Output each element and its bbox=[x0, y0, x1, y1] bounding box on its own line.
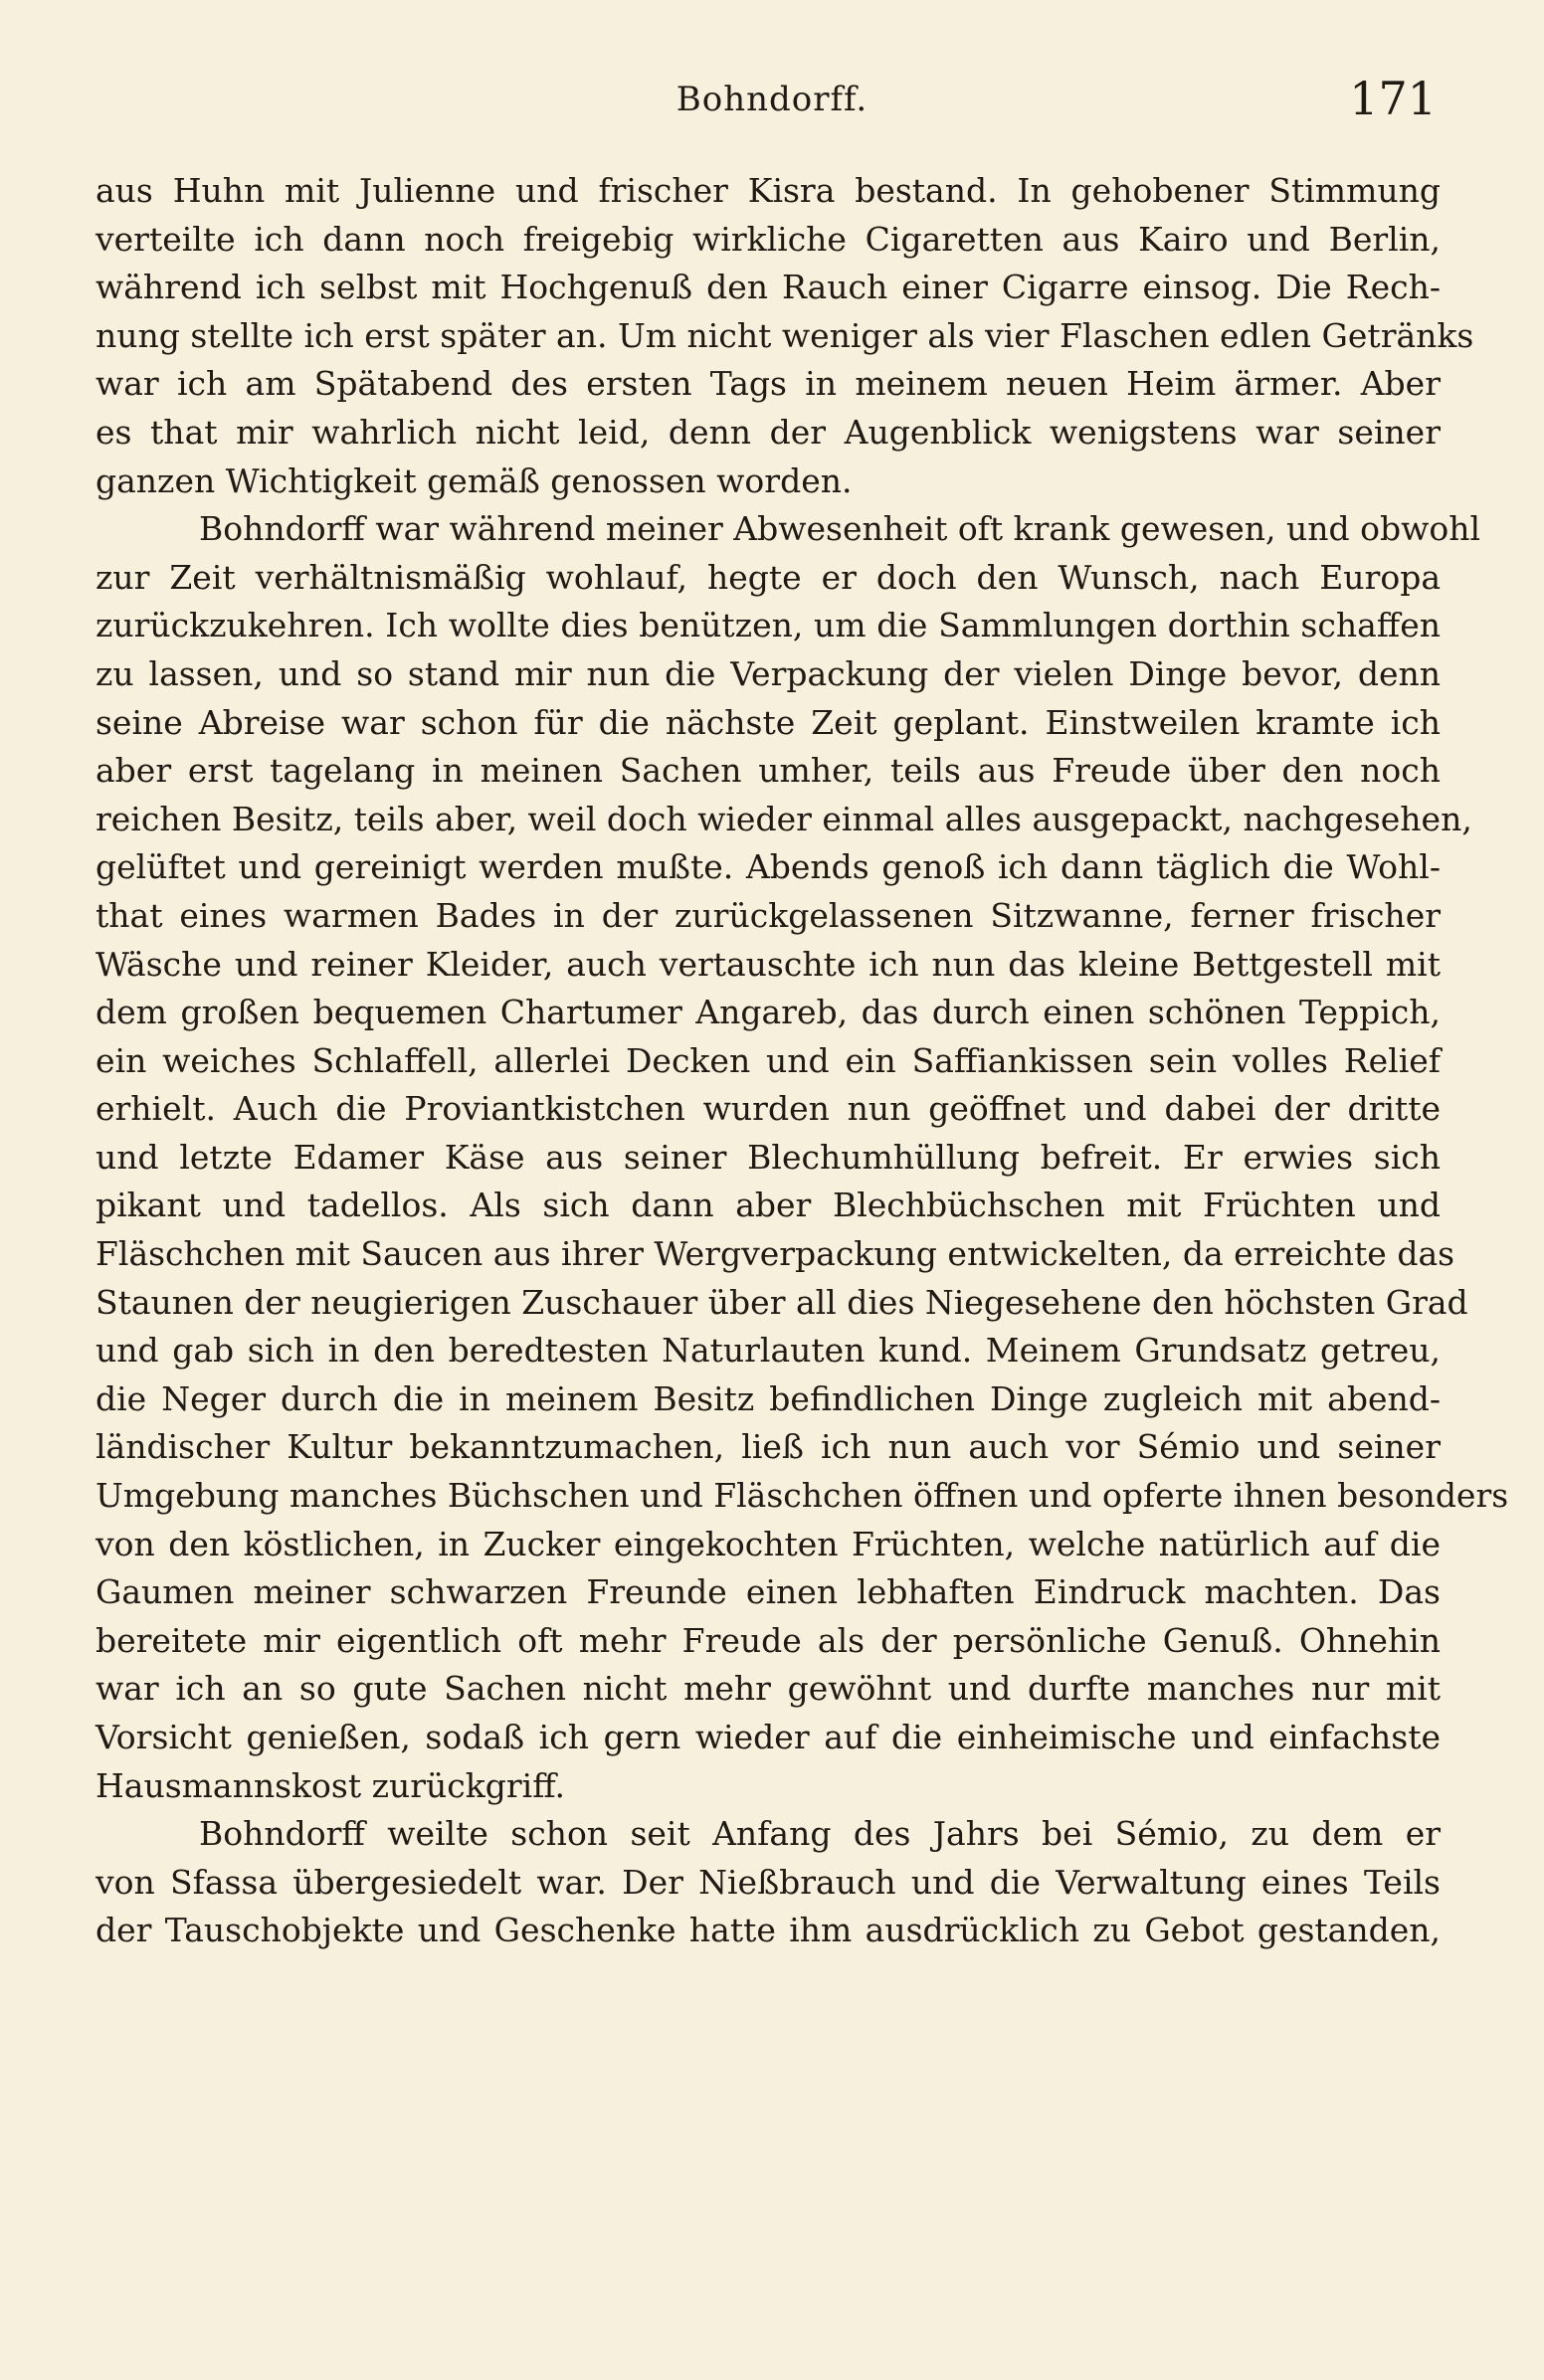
text-line: ein weiches Schlaffell, allerlei Decken und ein Saffiankissen sein volles Relief bbox=[96, 1040, 1441, 1080]
text-line: während ich selbst mit Hochgenuß den Rauch einer Cigarre einsog. Die Rech- bbox=[96, 268, 1441, 307]
text-line: von den köstlichen, in Zucker eingekochten Früchten, welche natürlich auf die bbox=[96, 1524, 1441, 1563]
text-line: die Neger durch die in meinem Besitz befindlichen Dinge zugleich mit abend- bbox=[96, 1378, 1441, 1418]
text-line: von Sfassa übergesiedelt war. Der Nießbrauch und die Verwaltung eines Teils bbox=[96, 1862, 1441, 1902]
text-line: zu lassen, und so stand mir nun die Verpackung der vielen Dinge bevor, denn bbox=[96, 653, 1441, 693]
text-line: es that mir wahrlich nicht leid, denn der Augenblick wenigstens war seiner bbox=[96, 412, 1441, 452]
text-line: reichen Besitz, teils aber, weil doch wieder einmal alles ausgepackt, nachgesehen, bbox=[96, 799, 1472, 838]
text-line: aus Huhn mit Julienne und frischer Kisra bestand. In gehobener Stimmung bbox=[96, 171, 1441, 210]
text-line: seine Abreise war schon für die nächste Zeit geplant. Einstweilen kramte ich bbox=[96, 702, 1441, 742]
text-line: erhielt. Auch die Proviantkistchen wurden nun geöffnet und dabei der dritte bbox=[96, 1089, 1441, 1129]
page-header bbox=[0, 70, 1544, 129]
paragraph-start-line: Bohndorff weilte schon seit Anfang des Jahrs bei Sémio, zu dem er bbox=[199, 1814, 1441, 1854]
text-line: zur Zeit verhältnismäßig wohlauf, hegte er doch den Wunsch, nach Europa bbox=[96, 557, 1441, 597]
page-number: 171 bbox=[1349, 72, 1437, 125]
text-line: verteilte ich dann noch freigebig wirkliche Cigaretten aus Kairo und Berlin, bbox=[96, 219, 1441, 259]
text-line: nung stellte ich erst später an. Um nicht weniger als vier Flaschen edlen Getränks bbox=[96, 315, 1474, 355]
text-line: ländischer Kultur bekanntzumachen, ließ ich nun auch vor Sémio und seiner bbox=[96, 1427, 1441, 1467]
body-text bbox=[96, 167, 1509, 1955]
text-line: war ich am Spätabend des ersten Tags in meinem neuen Heim ärmer. Aber bbox=[96, 364, 1441, 404]
text-line: Gaumen meiner schwarzen Freunde einen lebhaften Eindruck machten. Das bbox=[96, 1572, 1441, 1612]
text-line: Hausmannskost zurückgriff. bbox=[96, 1765, 565, 1805]
text-line: dem großen bequemen Chartumer Angareb, das durch einen schönen Teppich, bbox=[96, 993, 1441, 1032]
text-line: bereitete mir eigentlich oft mehr Freude als der persönliche Genuß. Ohnehin bbox=[96, 1620, 1441, 1660]
text-line: pikant und tadellos. Als sich dann aber Blechbüchschen mit Früchten und bbox=[96, 1186, 1441, 1225]
running-head: Bohndorff. bbox=[676, 80, 868, 119]
text-line: war ich an so gute Sachen nicht mehr gewöhnt und durfte manches nur mit bbox=[96, 1669, 1441, 1709]
text-line: ganzen Wichtigkeit gemäß genossen worden. bbox=[96, 460, 853, 500]
text-line: Wäsche und reiner Kleider, auch vertauschte ich nun das kleine Bettgestell mit bbox=[96, 944, 1441, 984]
text-line: gelüftet und gereinigt werden mußte. Abends genoß ich dann täglich die Wohl- bbox=[96, 847, 1441, 887]
text-line: Staunen der neugierigen Zuschauer über all dies Niegesehene den höchsten Grad bbox=[96, 1282, 1468, 1322]
text-line: der Tauschobjekte und Geschenke hatte ihm ausdrücklich zu Gebot gestanden, bbox=[96, 1911, 1441, 1950]
paragraph-start-line: Bohndorff war während meiner Abwesenheit oft krank gewesen, und obwohl bbox=[199, 509, 1480, 549]
text-line: Fläschchen mit Saucen aus ihrer Wergverpackung entwickelten, da erreichte das bbox=[96, 1234, 1455, 1274]
text-line: und gab sich in den beredtesten Naturlauten kund. Meinem Grundsatz getreu, bbox=[96, 1331, 1441, 1371]
text-line: Umgebung manches Büchschen und Fläschchen öffnen und opferte ihnen besonders bbox=[96, 1476, 1509, 1516]
text-line: Vorsicht genießen, sodaß ich gern wieder auf die einheimische und einfachste bbox=[96, 1718, 1441, 1756]
text-line: that eines warmen Bades in der zurückgelassenen Sitzwanne, ferner frischer bbox=[96, 895, 1441, 935]
text-line: zurückzukehren. Ich wollte dies benützen, um die Sammlungen dorthin schaffen bbox=[96, 606, 1441, 645]
text-line: aber erst tagelang in meinen Sachen umher, teils aus Freude über den noch bbox=[96, 751, 1441, 791]
text-line: und letzte Edamer Käse aus seiner Blechumhüllung befreit. Er erwies sich bbox=[96, 1137, 1441, 1177]
